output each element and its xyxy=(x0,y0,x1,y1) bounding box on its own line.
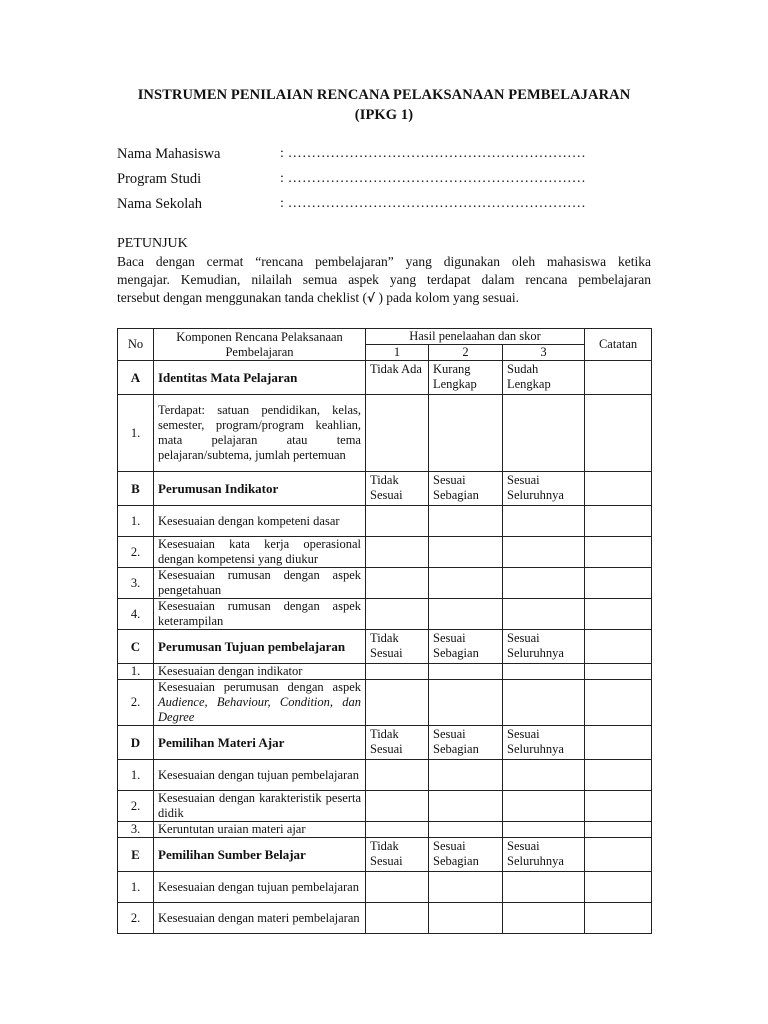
catatan-cell[interactable] xyxy=(585,568,652,599)
document-title: INSTRUMEN PENILAIAN RENCANA PELAKSANAAN PEMBELAJARAN xyxy=(137,87,631,103)
item-text: Kesesuaian rumusan dengan aspek keterampilan xyxy=(154,599,366,630)
table-row xyxy=(118,568,652,599)
section-letter: B xyxy=(118,472,154,506)
catatan-cell[interactable] xyxy=(585,791,652,822)
item-number: 2. xyxy=(118,791,154,822)
item-text: Kesesuaian dengan tujuan pembelajaran xyxy=(154,872,366,903)
item-text-main: Kesesuaian perumusan dengan aspek xyxy=(158,680,361,694)
score-cell-3[interactable] xyxy=(503,568,585,599)
score-cell-3[interactable] xyxy=(503,395,585,472)
instructions-line xyxy=(117,290,651,306)
score-option-1: Tidak Sesuai xyxy=(366,630,429,664)
item-text: Kesesuaian rumusan dengan aspek pengetahuan xyxy=(154,568,366,599)
score-option-2: Sesuai Sebagian xyxy=(429,838,503,872)
score-cell-2[interactable] xyxy=(429,791,503,822)
catatan-cell[interactable] xyxy=(585,822,652,838)
instructions-line: Baca dengan cermat “rencana pembelajaran” yang digunakan oleh mahasiswa ketika xyxy=(117,254,651,269)
checkmark-icon: √ xyxy=(367,291,376,305)
assessment-table xyxy=(117,328,652,934)
score-cell-2[interactable] xyxy=(429,506,503,537)
score-cell-1[interactable] xyxy=(366,791,429,822)
score-cell-2[interactable] xyxy=(429,664,503,680)
catatan-cell[interactable] xyxy=(585,726,652,760)
section-row xyxy=(118,630,652,664)
catatan-cell[interactable] xyxy=(585,506,652,537)
score-cell-3[interactable] xyxy=(503,791,585,822)
score-cell-2[interactable] xyxy=(429,395,503,472)
item-text: Kesesuaian dengan indikator xyxy=(154,664,366,680)
score-cell-3[interactable] xyxy=(503,599,585,630)
item-number: 1. xyxy=(118,760,154,791)
score-cell-1[interactable] xyxy=(366,903,429,934)
item-number: 1. xyxy=(118,664,154,680)
section-row xyxy=(118,472,652,506)
catatan-cell[interactable] xyxy=(585,838,652,872)
table-row xyxy=(118,395,652,472)
header-score-3: 3 xyxy=(503,345,585,361)
score-option-1: Tidak Sesuai xyxy=(366,838,429,872)
score-option-2: Kurang Lengkap xyxy=(429,361,503,395)
header-catatan: Catatan xyxy=(585,329,652,361)
score-option-3: Sudah Lengkap xyxy=(503,361,585,395)
field-blank: : ……………………………………………………… xyxy=(280,196,586,211)
table-row xyxy=(118,537,652,568)
catatan-cell[interactable] xyxy=(585,680,652,726)
item-number: 2. xyxy=(118,903,154,934)
score-cell-1[interactable] xyxy=(366,568,429,599)
score-cell-2[interactable] xyxy=(429,872,503,903)
score-cell-1[interactable] xyxy=(366,872,429,903)
score-cell-2[interactable] xyxy=(429,599,503,630)
score-option-1: Tidak Sesuai xyxy=(366,726,429,760)
table-row xyxy=(118,872,652,903)
score-cell-1[interactable] xyxy=(366,537,429,568)
score-option-2: Sesuai Sebagian xyxy=(429,472,503,506)
catatan-cell[interactable] xyxy=(585,361,652,395)
table-row xyxy=(118,791,652,822)
item-text: Kesesuaian dengan materi pembelajaran xyxy=(154,903,366,934)
section-title: Perumusan Tujuan pembelajaran xyxy=(154,630,366,664)
instructions-line: mengajar. Kemudian, nilailah semua aspek yang terdapat dalam rencana pembelajaran xyxy=(117,272,651,287)
header-no: No xyxy=(118,329,154,361)
score-cell-2[interactable] xyxy=(429,537,503,568)
score-cell-2[interactable] xyxy=(429,680,503,726)
item-number: 3. xyxy=(118,568,154,599)
table-row xyxy=(118,664,652,680)
item-text: Kesesuaian dengan tujuan pembelajaran xyxy=(154,760,366,791)
catatan-cell[interactable] xyxy=(585,760,652,791)
header-score-1: 1 xyxy=(366,345,429,361)
score-option-2: Sesuai Sebagian xyxy=(429,630,503,664)
item-text: Keruntutan uraian materi ajar xyxy=(154,822,366,838)
header-hasil: Hasil penelaahan dan skor xyxy=(366,329,585,345)
score-option-3: Sesuai Seluruhnya xyxy=(503,838,585,872)
field-label: Nama Mahasiswa xyxy=(117,146,221,162)
field-blank: : ……………………………………………………… xyxy=(280,146,586,161)
section-title: Pemilihan Materi Ajar xyxy=(154,726,366,760)
score-cell-3[interactable] xyxy=(503,537,585,568)
score-option-1: Tidak Ada xyxy=(366,361,429,395)
item-number: 3. xyxy=(118,822,154,838)
header-score-2: 2 xyxy=(429,345,503,361)
score-option-3: Sesuai Seluruhnya xyxy=(503,726,585,760)
section-letter: E xyxy=(118,838,154,872)
catatan-cell[interactable] xyxy=(585,395,652,472)
table-row xyxy=(118,680,652,726)
catatan-cell[interactable] xyxy=(585,664,652,680)
field-label: Nama Sekolah xyxy=(117,196,202,212)
catatan-cell[interactable] xyxy=(585,630,652,664)
score-cell-1[interactable] xyxy=(366,680,429,726)
score-option-1: Tidak Sesuai xyxy=(366,472,429,506)
catatan-cell[interactable] xyxy=(585,903,652,934)
item-text: Kesesuaian dengan kompeteni dasar xyxy=(154,506,366,537)
score-cell-3[interactable] xyxy=(503,760,585,791)
score-cell-2[interactable] xyxy=(429,568,503,599)
table-row xyxy=(118,599,652,630)
score-cell-1[interactable] xyxy=(366,506,429,537)
section-title: Pemilihan Sumber Belajar xyxy=(154,838,366,872)
catatan-cell[interactable] xyxy=(585,872,652,903)
section-letter: D xyxy=(118,726,154,760)
item-text: Terdapat: satuan pendidikan, kelas, semester, program/program keahlian, mata pelajaran atau tema pelajaran/subtema, jumlah pertemuan xyxy=(154,395,366,472)
catatan-cell[interactable] xyxy=(585,599,652,630)
item-number: 1. xyxy=(118,872,154,903)
table-row xyxy=(118,506,652,537)
instructions-heading: PETUNJUK xyxy=(117,236,188,251)
item-number: 1. xyxy=(118,506,154,537)
item-number: 4. xyxy=(118,599,154,630)
item-text-emphasis: Audience, Behaviour, Condition, dan Degree xyxy=(158,695,361,724)
field-label: Program Studi xyxy=(117,171,202,187)
section-row xyxy=(118,361,652,395)
score-cell-2[interactable] xyxy=(429,760,503,791)
instructions-text: ) pada kolom yang sesuai. xyxy=(378,290,520,305)
item-number: 2. xyxy=(118,537,154,568)
score-cell-3[interactable] xyxy=(503,680,585,726)
section-letter: C xyxy=(118,630,154,664)
section-row xyxy=(118,726,652,760)
item-text: Kesesuaian dengan karakteristik peserta didik xyxy=(154,791,366,822)
score-cell-3[interactable] xyxy=(503,872,585,903)
score-cell-3[interactable] xyxy=(503,903,585,934)
score-cell-2[interactable] xyxy=(429,903,503,934)
score-option-2: Sesuai Sebagian xyxy=(429,726,503,760)
score-cell-3[interactable] xyxy=(503,822,585,838)
item-text xyxy=(154,680,366,726)
score-cell-1[interactable] xyxy=(366,664,429,680)
section-row xyxy=(118,838,652,872)
score-option-3: Sesuai Seluruhnya xyxy=(503,472,585,506)
table-row xyxy=(118,903,652,934)
item-number: 2. xyxy=(118,680,154,726)
catatan-cell[interactable] xyxy=(585,537,652,568)
score-cell-1[interactable] xyxy=(366,395,429,472)
score-option-3: Sesuai Seluruhnya xyxy=(503,630,585,664)
header-komponen: Komponen Rencana Pelaksanaan Pembelajaran xyxy=(154,329,366,361)
table-row xyxy=(118,822,652,838)
document-subtitle: (IPKG 1) xyxy=(354,107,414,123)
field-blank: : ……………………………………………………… xyxy=(280,171,586,186)
score-cell-2[interactable] xyxy=(429,822,503,838)
item-number: 1. xyxy=(118,395,154,472)
section-title: Identitas Mata Pelajaran xyxy=(154,361,366,395)
table-row xyxy=(118,760,652,791)
score-cell-1[interactable] xyxy=(366,599,429,630)
section-title: Perumusan Indikator xyxy=(154,472,366,506)
score-cell-1[interactable] xyxy=(366,822,429,838)
catatan-cell[interactable] xyxy=(585,472,652,506)
score-cell-1[interactable] xyxy=(366,760,429,791)
item-text: Kesesuaian kata kerja operasional dengan kompetensi yang diukur xyxy=(154,537,366,568)
section-letter: A xyxy=(118,361,154,395)
score-cell-3[interactable] xyxy=(503,506,585,537)
score-cell-3[interactable] xyxy=(503,664,585,680)
instructions-text: tersebut dengan menggunakan tanda cheklist ( xyxy=(117,290,368,305)
